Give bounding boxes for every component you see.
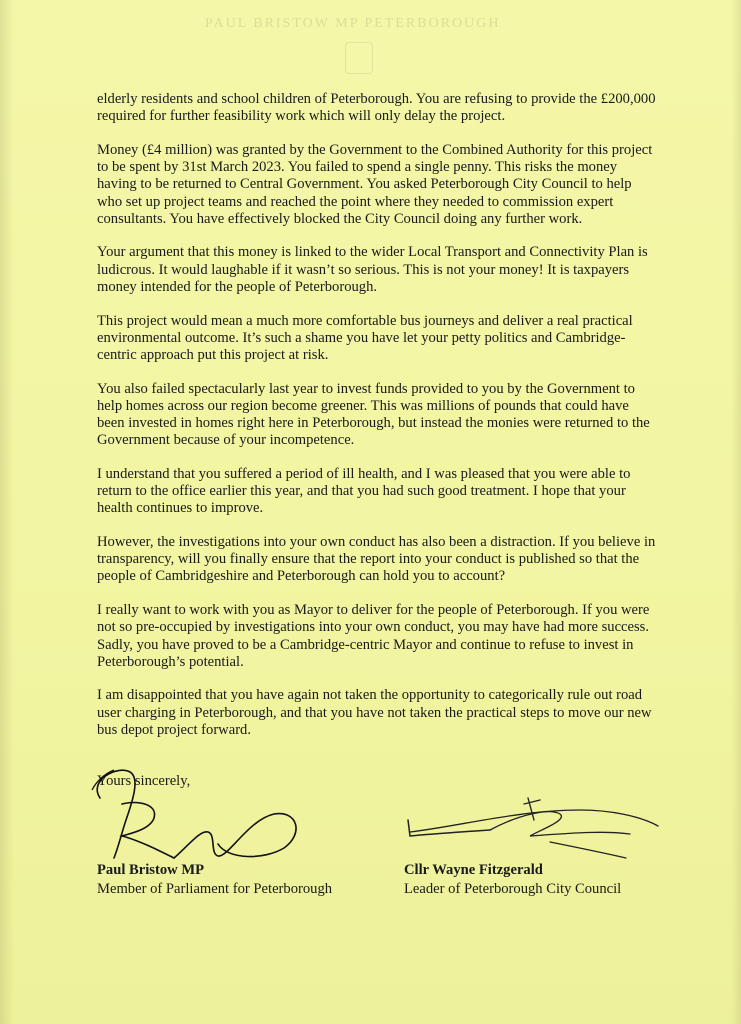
signatory-block-bristow [97,861,332,899]
handwritten-signature-bristow [78,760,308,870]
signatory-title: Member of Parliament for Peterborough [97,881,333,897]
paragraph: I understand that you suffered a period of ill health, and I was pleased that you were able to return to the office earlier this year, and that you had such good treatment. I hope that your health continues to improve. [97,465,631,517]
paragraph: However, the investigations into your own conduct has also been a distraction. If you believe in transparency, will you finally ensure that the report into your conduct is published so that the people of Cambridgeshire and Peterborough can hold you to account? [97,534,656,585]
paragraph: I really want to work with you as Mayor to deliver for the people of Peterborough. If you were not so pre-occupied by investigations into your own conduct, you may have had more success. Sadly, you have proved to be a Cambridge-centric Mayor and continue to refuse to invest in Peterborough’s potential. [97,602,650,670]
paragraph: Money (£4 million) was granted by the Government to the Combined Authority for this project to be spent by 31st March 2023. You failed to spend a single penny. This risks the money having to be returned to Central Government. You asked Peterborough City Council to help who set up project teams and reached the point where they needed to commission expert consultants. You have effectively blocked the City Council doing any further work. [97,141,653,227]
signatory-name: Cllr Wayne Fitzgerald [404,862,543,878]
paragraph: This project would mean a much more comfortable bus journeys and deliver a real practical environmental outcome. It’s such a shame you have let your petty politics and Cambridge-centric approach put this project at risk. [97,312,633,363]
paragraph: You also failed spectacularly last year to invest funds provided to you by the Government to help homes across our region become greener. This was millions of pounds that could have been invested in homes right here in Peterborough, but instead the monies were returned to the Government because of your incompetence. [97,380,650,449]
signatory-block-fitzgerald [404,861,621,899]
page-edge-shadow-left [0,0,14,1024]
letter-body [97,91,657,756]
paragraph: I am disappointed that you have again not taken the opportunity to categorically rule out road user charging in Peterborough, and that you have not taken the practical steps to move our new bus depot project forward. [97,687,652,738]
bleed-through-letterhead: PAUL BRISTOW MP PETERBOROUGH [205,16,501,31]
paragraph: elderly residents and school children of Peterborough. You are refusing to provide the £200,000 required for further feasibility work which will only delay the project. [97,91,656,125]
page-edge-shadow-right [731,0,741,1024]
paragraph: Your argument that this money is linked to the wider Local Transport and Connectivity Plan is ludicrous. It would laughable if it wasn’t so serious. This is not your money! It is taxpayers money intended for the people of Peterborough. [97,244,648,295]
handwritten-signature-fitzgerald [400,790,670,870]
signatory-title: Leader of Peterborough City Council [404,881,622,897]
signatory-name: Paul Bristow MP [97,862,205,878]
bleed-through-crest-icon [345,42,373,74]
closing-salutation: Yours sincerely, [97,773,191,789]
